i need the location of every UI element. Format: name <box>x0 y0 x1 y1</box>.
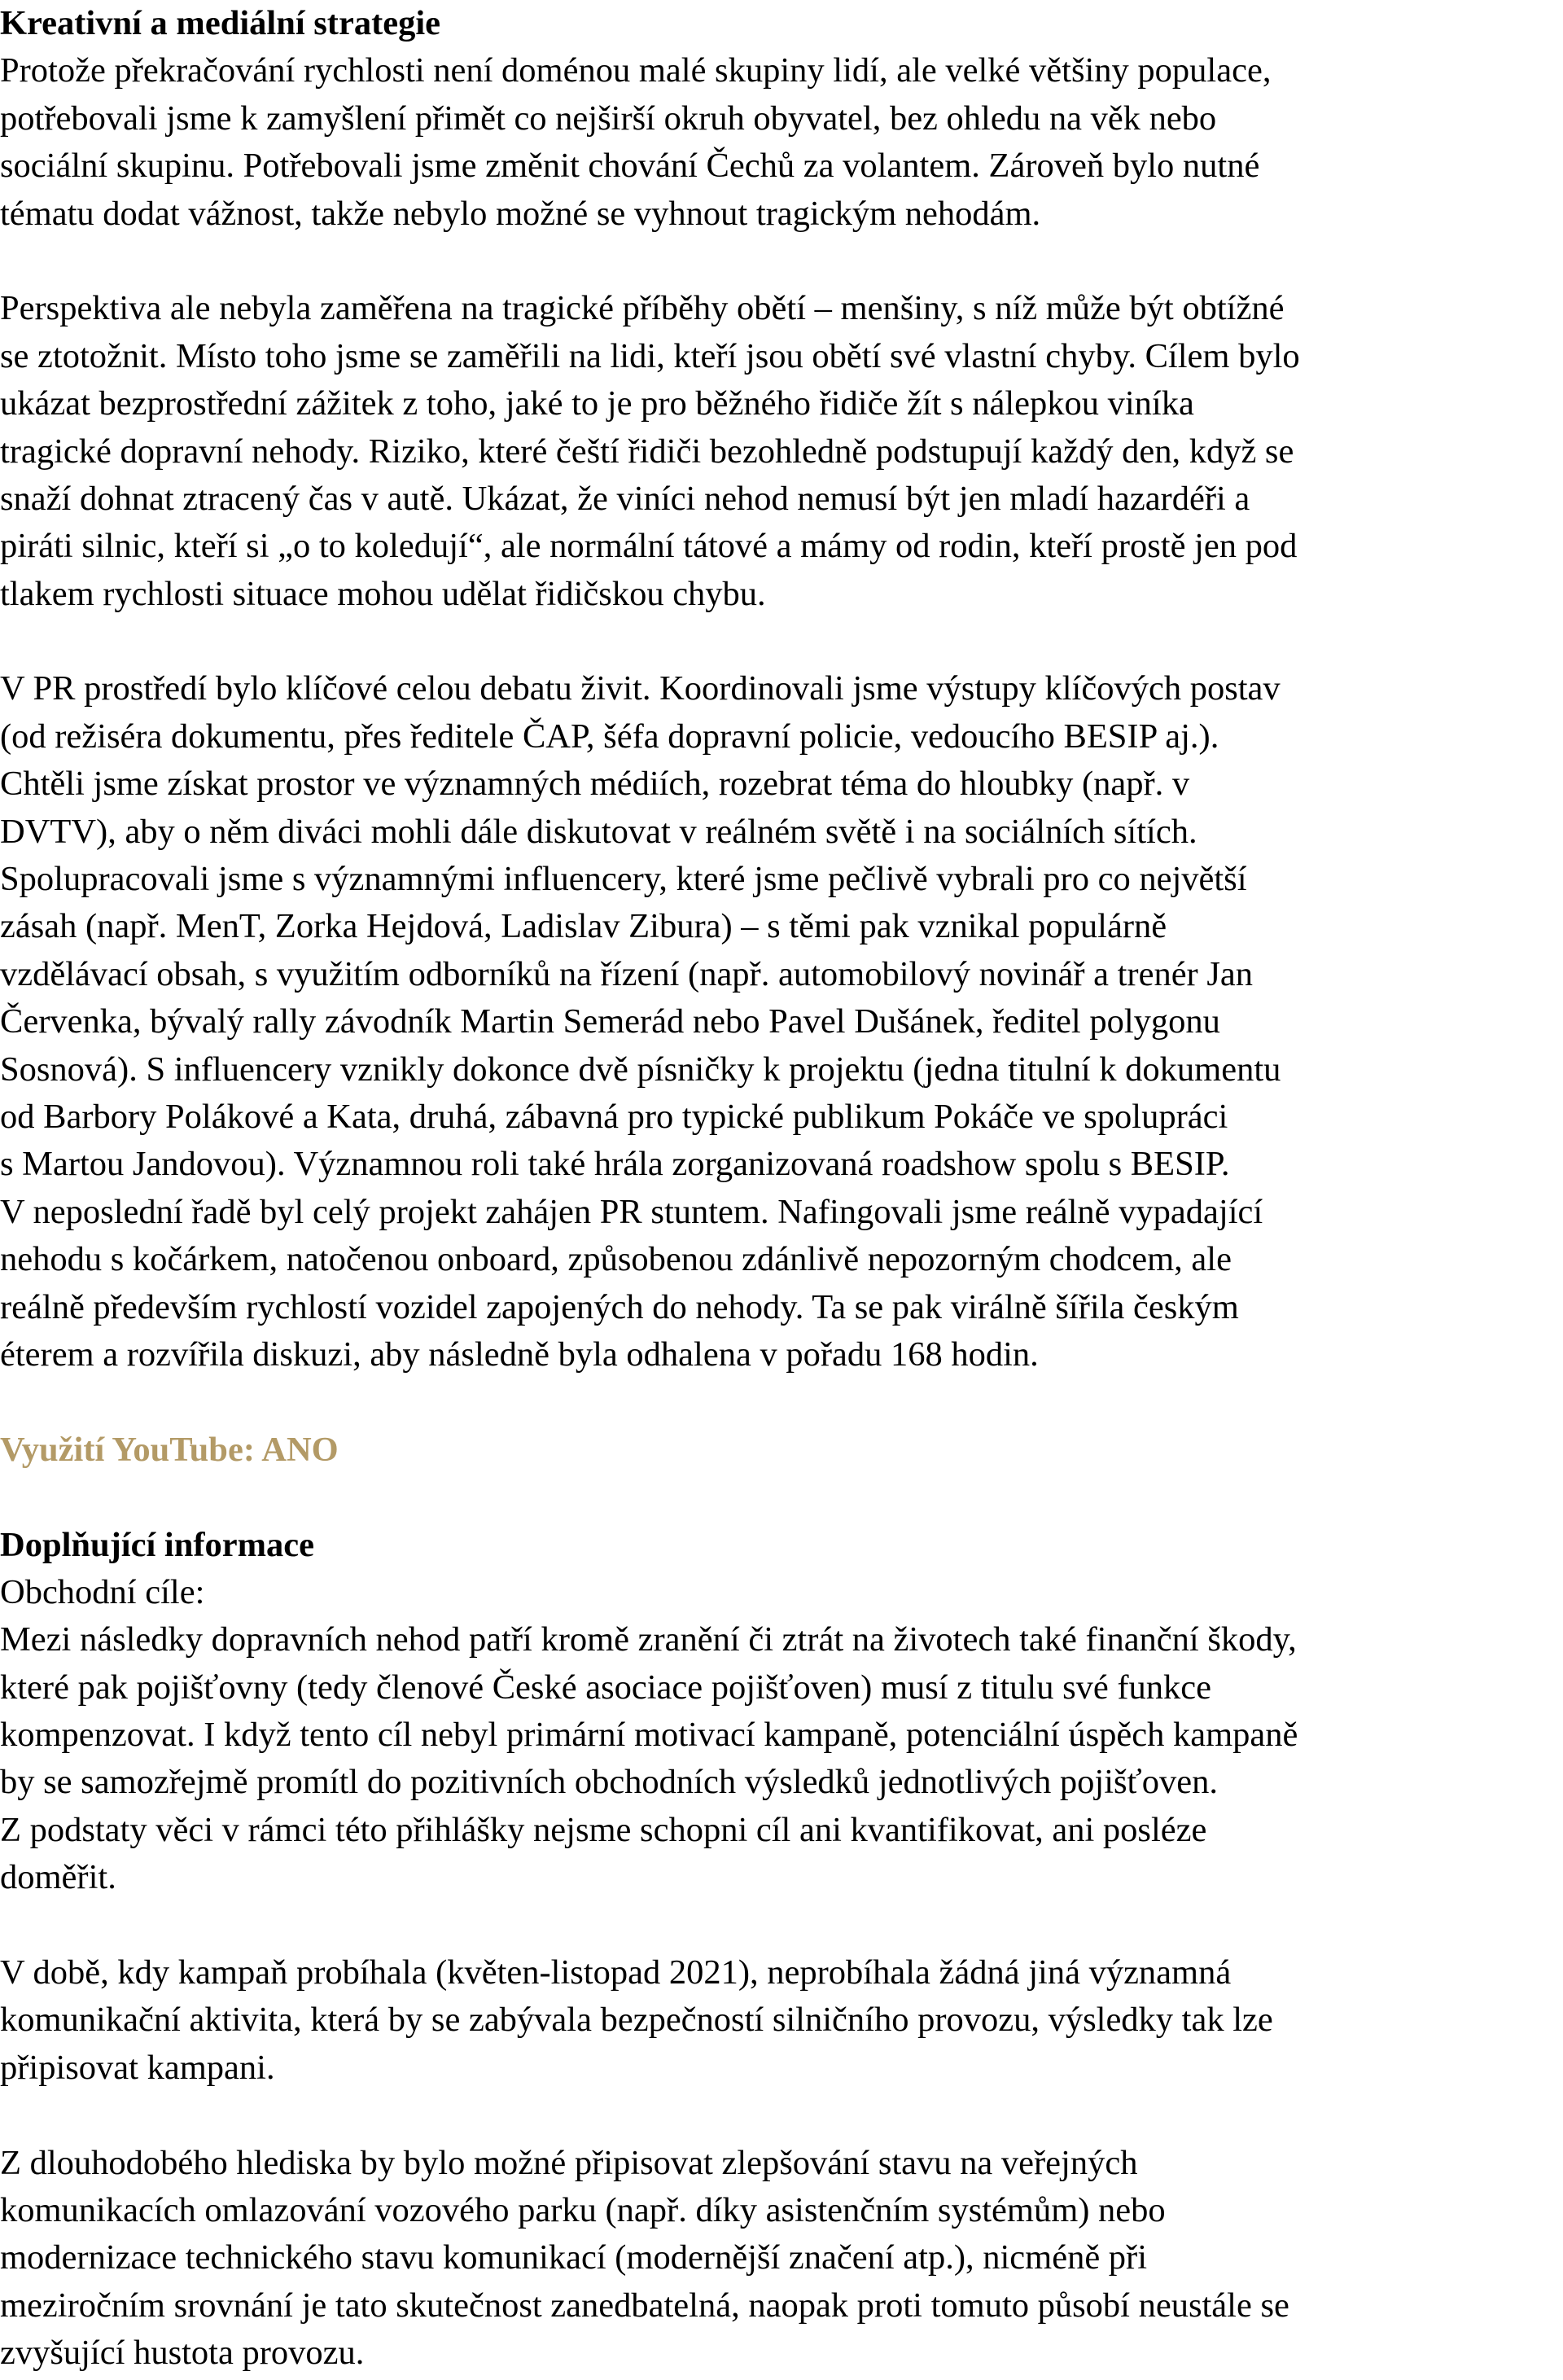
paragraph-spacer <box>0 2092 1563 2139</box>
text-line: ukázat bezprostřední zážitek z toho, jaké to je pro běžného řidiče žít s nálepkou viníka <box>0 384 1194 423</box>
text-line: zásah (např. MenT, Zorka Hejdová, Ladislav Zibura) – s těmi pak vznikal populárně <box>0 907 1167 946</box>
paragraph-spacer <box>0 1474 1563 1521</box>
text-line: reálně především rychlostí vozidel zapojených do nehody. Ta se pak virálně šířila českým <box>0 1287 1239 1326</box>
text-line: éterem a rozvířila diskuzi, aby následně byla odhalena v pořadu 168 hodin. <box>0 1335 1039 1374</box>
paragraph-spacer <box>0 618 1563 665</box>
text-line: tlakem rychlosti situace mohou udělat řidičskou chybu. <box>0 574 766 613</box>
text-line: doměřit. <box>0 1858 116 1897</box>
text-line: Spolupracovali jsme s významnými influencery, které jsme pečlivě vybrali pro co největší <box>0 860 1247 899</box>
text-line: tragické dopravní nehody. Riziko, které čeští řidiči bezohledně podstupují každý den, když se <box>0 432 1294 471</box>
youtube-usage-line <box>0 1427 1563 1474</box>
text-line: s Martou Jandovou). Významnou roli také hrála zorganizovaná roadshow spolu s BESIP. <box>0 1145 1230 1184</box>
text-line: meziročním srovnání je tato skutečnost zanedbatelná, naopak proti tomuto působí neustále se <box>0 2286 1289 2325</box>
text-line: připisovat kampani. <box>0 2048 275 2087</box>
text-line: V neposlední řadě byl celý projekt zahájen PR stuntem. Nafingovali jsme reálně vypadající <box>0 1192 1263 1231</box>
text-line: Z dlouhodobého hlediska by bylo možné připisovat zlepšování stavu na veřejných <box>0 2143 1138 2182</box>
text-line: Z podstaty věci v rámci této přihlášky nejsme schopni cíl ani kvantifikovat, ani posléze <box>0 1810 1207 1849</box>
text-line: které pak pojišťovny (tedy členové České asociace pojišťoven) musí z titulu své funkce <box>0 1668 1211 1707</box>
text-line: od Barbory Polákové a Kata, druhá, zábavná pro typické publikum Pokáče ve spolupráci <box>0 1097 1228 1136</box>
paragraph-business-3 <box>0 2140 1563 2378</box>
text-line: DVTV), aby o něm diváci mohli dále diskutovat v reálném světě i na sociálních sítích. <box>0 812 1197 851</box>
text-line: modernizace technického stavu komunikací (modernější značení atp.), nicméně při <box>0 2238 1148 2277</box>
paragraph-business-2 <box>0 1949 1563 2092</box>
text-line: Sosnová). S influencery vznikly dokonce dvě písničky k projektu (jedna titulní k dokumentu <box>0 1050 1281 1089</box>
text-line: tématu dodat vážnost, takže nebylo možné se vyhnout tragickým nehodám. <box>0 194 1041 233</box>
section-heading-additional-info: Doplňující informace <box>0 1525 315 1564</box>
youtube-usage-separator: : <box>243 1430 262 1469</box>
paragraph-creative-2 <box>0 285 1563 618</box>
text-line: sociální skupinu. Potřebovali jsme změnit chování Čechů za volantem. Zároveň bylo nutné <box>0 147 1260 186</box>
text-line: Červenka, bývalý rally závodník Martin Semerád nebo Pavel Dušánek, ředitel polygonu <box>0 1002 1220 1041</box>
text-line: V době, kdy kampaň probíhala (květen-listopad 2021), neprobíhala žádná jiná významná <box>0 1953 1232 1992</box>
text-line: V PR prostředí bylo klíčové celou debatu živit. Koordinovali jsme výstupy klíčových postav <box>0 669 1281 708</box>
text-line: snaží dohnat ztracený čas v autě. Ukázat, že viníci nehod nemusí být jen mladí hazardéři a <box>0 479 1250 518</box>
text-line: Chtěli jsme získat prostor ve významných médiích, rozebrat téma do hloubky (např. v <box>0 765 1190 804</box>
text-line: komunikacích omlazování vozového parku (např. díky asistenčním systémům) nebo <box>0 2190 1166 2229</box>
text-line: vzdělávací obsah, s využitím odborníků na řízení (např. automobilový novinář a trenér Jan <box>0 954 1253 993</box>
text-line: Protože překračování rychlosti není doménou malé skupiny lidí, ale velké většiny populace, <box>0 51 1272 90</box>
paragraph-creative-1 <box>0 47 1563 238</box>
paragraph-creative-3 <box>0 665 1563 1378</box>
paragraph-spacer <box>0 1378 1563 1426</box>
youtube-usage-value: ANO <box>261 1430 339 1469</box>
section-heading-creative-strategy: Kreativní a mediální strategie <box>0 4 441 42</box>
paragraph-spacer <box>0 238 1563 285</box>
text-line: se ztotožnit. Místo toho jsme se zaměřili na lidi, kteří jsou obětí své vlastní chyby. Cílem bylo <box>0 336 1300 375</box>
text-line: piráti silnic, kteří si „o to koledují“, ale normální tátové a mámy od rodin, kteří prostě jen pod <box>0 527 1298 566</box>
text-line: Mezi následky dopravních nehod patří kromě zranění či ztrát na životech také finanční škody, <box>0 1620 1297 1659</box>
youtube-usage-label: Využití YouTube <box>0 1430 243 1469</box>
text-line: Perspektiva ale nebyla zaměřena na tragické příběhy obětí – menšiny, s níž může být obtížné <box>0 289 1285 328</box>
subheading-business-goals: Obchodní cíle: <box>0 1572 205 1611</box>
text-line: komunikační aktivita, která by se zabývala bezpečností silničního provozu, výsledky tak lze <box>0 2001 1273 2040</box>
text-line: potřebovali jsme k zamyšlení přimět co nejširší okruh obyvatel, bez ohledu na věk nebo <box>0 99 1217 138</box>
text-line: zvyšující hustota provozu. <box>0 2334 365 2373</box>
paragraph-spacer <box>0 1902 1563 1949</box>
text-line: (od režiséra dokumentu, přes ředitele ČAP, šéfa dopravní policie, vedoucího BESIP aj.). <box>0 717 1219 756</box>
text-line: nehodu s kočárkem, natočenou onboard, způsobenou zdánlivě nepozorným chodcem, ale <box>0 1240 1232 1279</box>
text-line: kompenzovat. I když tento cíl nebyl primární motivací kampaně, potenciální úspěch kampaně <box>0 1716 1298 1755</box>
text-line: by se samozřejmě promítl do pozitivních obchodních výsledků jednotlivých pojišťoven. <box>0 1763 1218 1802</box>
paragraph-business-1 <box>0 1616 1563 1901</box>
